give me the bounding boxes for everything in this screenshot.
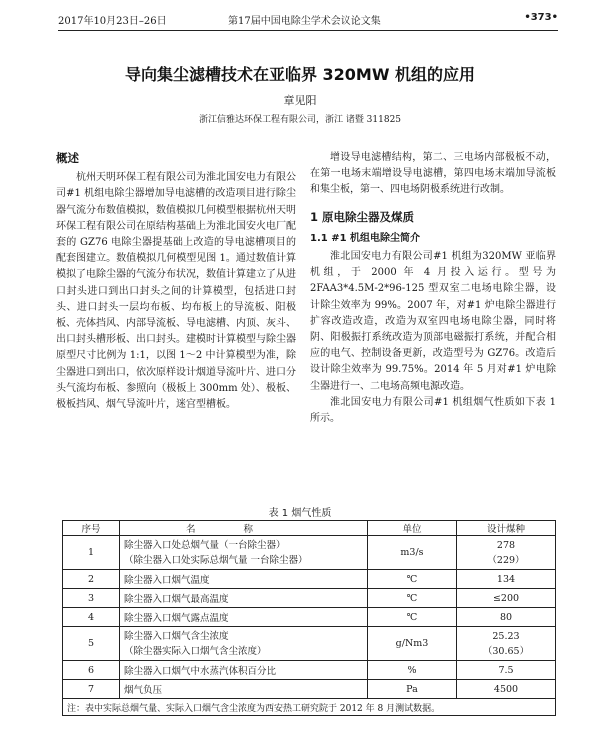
row-name: [120, 536, 368, 570]
row-value-line-1: 25.23: [492, 630, 520, 642]
table-row: [63, 570, 556, 589]
header-proceedings: 第17届中国电除尘学术会议论文集: [228, 16, 381, 27]
row-unit: m3/s: [368, 536, 457, 570]
row-unit: ℃: [368, 570, 457, 589]
row-unit: %: [368, 661, 457, 680]
row-value: ≤200: [457, 589, 556, 608]
row-name: 烟气负压: [120, 680, 368, 699]
row-name-line-1: 除尘器入口烟气含尘浓度: [124, 630, 229, 642]
table-note: 注：表中实际总烟气量、实际入口烟气含尘浓度为西安热工研究院于 2012 年 8 月测试数据。: [63, 699, 556, 716]
table-row: [63, 536, 556, 570]
row-no: 6: [63, 661, 120, 680]
header-rule: [58, 30, 558, 31]
row-value: 7.5: [457, 661, 556, 680]
row-value: [457, 627, 556, 661]
row-value-line-2: （229）: [487, 554, 525, 566]
paper-title: 导向集尘滤槽技术在亚临界 320MW 机组的应用: [124, 65, 476, 84]
table-row: [63, 661, 556, 680]
table-row: [63, 680, 556, 699]
table-row: [63, 589, 556, 608]
row-no: 1: [63, 536, 120, 570]
row-unit: Pa: [368, 680, 457, 699]
row-unit: ℃: [368, 608, 457, 627]
right-column: [310, 150, 556, 427]
section-1-paragraph-1: 淮北国安电力有限公司#1 机组为320MW 亚临界机组，于 2000 年 4 月投入运行。型号为 2FAA3*4.5M-2*96-125 型双室二电场电除尘器，设计除尘效率为 99%。2007 年，对#1 炉电除尘器进行扩容改造改造，改造为双室四电场电除尘器，同时将阴、阳极振打系统改造为顶部电磁振打系统，并配合相应的电气、控制设备更新，改造型号为 GZ76。改造后设计除尘效率为 99.75%。2014 年 5 月对#1 炉电除尘器进行一、二电场高频电源改造。: [310, 251, 556, 392]
row-unit: ℃: [368, 589, 457, 608]
running-header: [58, 12, 558, 26]
row-value-line-2: （30.65）: [482, 645, 530, 657]
table-header-row: [63, 521, 556, 536]
row-unit: g/Nm3: [368, 627, 457, 661]
header-page-number: •373•: [524, 12, 558, 23]
section-1-paragraph-2: 淮北国安电力有限公司#1 机组烟气性质如下表 1 所示。: [310, 396, 556, 425]
header-name: 名称: [120, 521, 368, 536]
section-1-heading: 1 原电除尘器及煤质: [310, 209, 415, 224]
row-no: 2: [63, 570, 120, 589]
header-unit: 单位: [368, 521, 457, 536]
row-name: [120, 627, 368, 661]
table-row: [63, 608, 556, 627]
row-name: 除尘器入口烟气温度: [120, 570, 368, 589]
row-value: 4500: [457, 680, 556, 699]
row-name-line-2: （除尘器入口处实际总烟气量 一台除尘器）: [124, 554, 308, 566]
row-name: 除尘器入口烟气露点温度: [120, 608, 368, 627]
table-row: [63, 627, 556, 661]
row-name-line-1: 除尘器入口处总烟气量（一台除尘器）: [124, 539, 286, 551]
row-no: 5: [63, 627, 120, 661]
paper-author: 章见阳: [283, 94, 317, 107]
row-value: 80: [457, 608, 556, 627]
row-value-line-1: 278: [496, 539, 516, 551]
row-value: 134: [457, 570, 556, 589]
row-value: [457, 536, 556, 570]
section-1-1-heading: 1.1 #1 机组电除尘简介: [310, 232, 421, 244]
header-no: 序号: [63, 521, 120, 536]
paper-affiliation: 浙江信雅达环保工程有限公司，浙江 诸暨 311825: [198, 115, 402, 125]
row-name: 除尘器入口烟气中水蒸汽体积百分比: [120, 661, 368, 680]
row-name: 除尘器入口烟气最高温度: [120, 589, 368, 608]
table-note-row: [63, 699, 556, 716]
header-design-value: 设计煤种: [457, 521, 556, 536]
row-name-line-2: （除尘器实际入口烟气含尘浓度）: [124, 645, 267, 657]
table-caption: 表 1 烟气性质: [268, 508, 332, 519]
abstract-paragraph-1: 杭州天明环保工程有限公司为淮北国安电力有限公司#1 机组电除尘器增加导电滤槽的改造项目进行除尘器气流分布数值模拟，数值模拟几何模型根据杭州天明环保工程有限公司在原结构基础上为淮北国安火电厂配套的 GZ76 电除尘器提基础上改造的导电滤槽项目的配套图建立。数值模拟几何模型见图 1。通过数值计算模拟了电除尘器的气流分布状况，数值计算建立了从进口封头进口到出口封头之间的计算模型，包括进口封头、进口封头一层均布板、均布板上的导流板、阳极板、壳体挡风、内部导流板、导电滤槽、内顶、灰斗、出口封头槽形板、出口封头。建模时计算模型与除尘器原型尺寸比例为 1:1，以图 1～2 中计算模型为准，除尘器进口到出口，依次原样设计烟道导流叶片、进口分头气流均布板、参照向（极板上 300mm 处）、极板、极板挡风、烟气导流叶片，迷宫型槽板。: [56, 172, 296, 411]
row-no: 4: [63, 608, 120, 627]
row-no: 7: [63, 680, 120, 699]
row-no: 3: [63, 589, 120, 608]
flue-gas-table: [62, 520, 556, 716]
abstract-paragraph-2: 增设导电滤槽结构，第二、三电场内部极板不动，在第一电场末端增设导电滤槽，第四电场末端加导流板和集尘板，第一、四电场阴极系统进行改制。: [310, 152, 556, 196]
header-date: 2017年10月23日–26日: [58, 16, 167, 27]
abstract-heading: 概述: [56, 151, 79, 165]
left-column: [56, 150, 296, 413]
